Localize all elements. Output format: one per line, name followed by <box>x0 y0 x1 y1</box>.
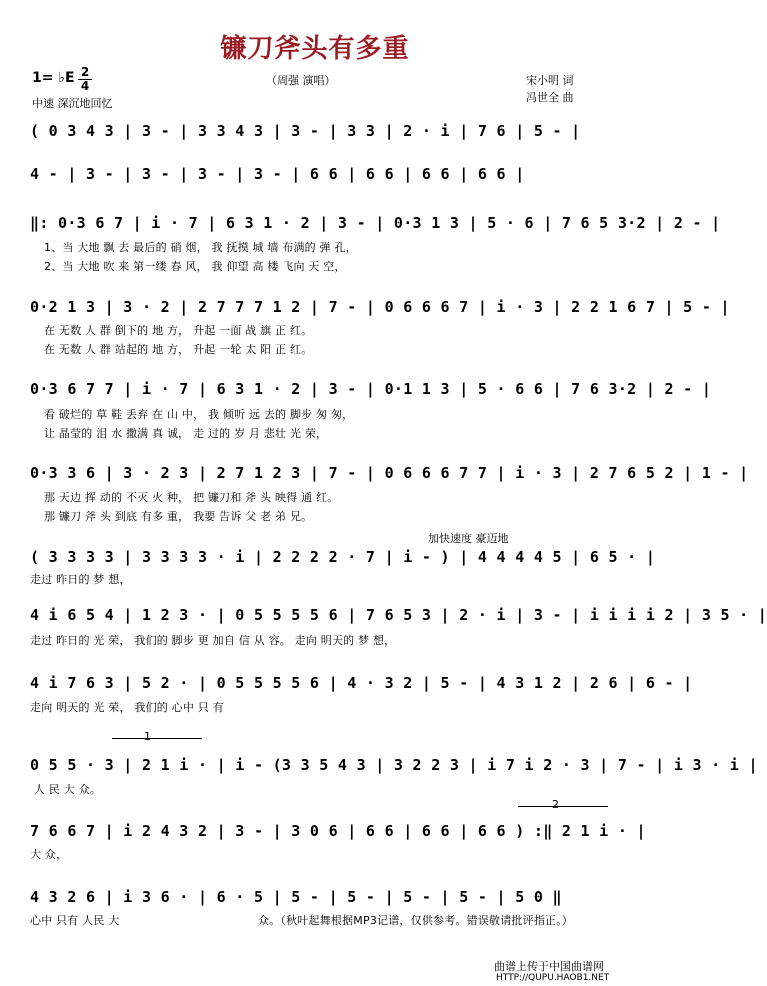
tempo-marking: 中速 深沉地回忆 <box>32 97 113 110</box>
score-line-12: 4 3 2 6 | i 3 6 · | 6 · 5 | 5 - | 5 - | 5 - | 5 - | 5 0 ‖ <box>30 888 562 906</box>
key-signature: 1= ♭E <box>32 70 75 86</box>
lyric-line-7: 走过 昨日的 梦 想， <box>30 573 131 586</box>
lyric-line-5a: 看 破烂的 草 鞋 丢弃 在 山 中， 我 倾听 远 去的 脚步 匆 匆， <box>44 408 354 421</box>
footer-source: 曲谱上传于中国曲谱网 <box>494 960 604 973</box>
score-line-2: 4 - | 3 - | 3 - | 3 - | 3 - | 6 6 | 6 6 | 6 6 | 6 6 | <box>30 165 525 183</box>
lyric-line-3a: 1、当 大地 飘 去 最后的 硝 烟， 我 抚摸 城 墙 布满的 弹 孔， <box>44 241 357 254</box>
time-signature <box>78 66 92 92</box>
lyricist-credit: 宋小明 词 <box>526 74 574 87</box>
score-line-7: ( 3 3 3 3 | 3 3 3 3 · i | 2 2 2 2 · 7 | i - ) | 4 4 4 4 5 | 6 5 · | <box>30 548 656 566</box>
lyric-line-11: 大 众， <box>30 848 68 861</box>
lyric-line-4a: 在 无数 人 群 倒下的 地 方， 升起 一面 战 旗 正 红。 <box>44 324 313 337</box>
score-line-6: 0·3 3 6 | 3 · 2 3 | 2 7 1 2 3 | 7 - | 0 6 6 6 7 7 | i · 3 | 2 7 6 5 2 | 1 - | <box>30 464 749 482</box>
score-line-5: 0·3 6 7 7 | i · 7 | 6 3 1 · 2 | 3 - | 0·1 1 3 | 5 · 6 6 | 7 6 3·2 | 2 - | <box>30 380 712 398</box>
score-line-11: 7 6 6 7 | i 2 4 3 2 | 3 - | 3 0 6 | 6 6 | 6 6 | 6 6 ) :‖ 2 1 i · | <box>30 822 646 840</box>
song-title: 镰刀斧头有多重 <box>220 34 410 64</box>
score-line-4: 0·2 1 3 | 3 · 2 | 2 7 7 7 1 2 | 7 - | 0 6 6 6 7 | i · 3 | 2 2 1 6 7 | 5 - | <box>30 298 730 316</box>
tempo-change-marking: 加快速度 豪迈地 <box>428 532 509 545</box>
lyric-line-4b: 在 无数 人 群 站起的 地 方， 升起 一轮 太 阳 正 红。 <box>44 343 313 356</box>
lyric-line-10: 人 民 大 众。 <box>34 783 102 796</box>
score-line-9: 4 i 7 6 3 | 5 2 · | 0 5 5 5 5 6 | 4 · 3 2 | 5 - | 4 3 1 2 | 2 6 | 6 - | <box>30 674 693 692</box>
singer-credit: （周强 演唱） <box>266 74 336 87</box>
volta-2: 2 <box>552 798 559 811</box>
composer-credit: 冯世全 曲 <box>526 91 574 104</box>
lyric-line-8: 走过 昨日的 光 荣， 我们的 脚步 更 加自 信 从 容。 走向 明天的 梦 想， <box>30 634 396 647</box>
time-denominator: 4 <box>78 79 92 92</box>
score-line-3: ‖: 0·3 6 7 | i · 7 | 6 3 1 · 2 | 3 - | 0·3 1 3 | 5 · 6 | 7 6 5 3·2 | 2 - | <box>30 214 721 232</box>
lyric-line-6b: 那 镰刀 斧 头 到底 有多 重， 我要 告诉 父 老 弟 兄。 <box>44 510 313 523</box>
lyric-line-12b: 众。（秋叶起舞根据MP3记谱，仅供参考。错误敬请批评指正。） <box>258 914 574 927</box>
lyric-line-5b: 让 晶莹的 泪 水 撒满 真 诚， 走 过的 岁 月 悲壮 光 荣， <box>44 427 328 440</box>
lyric-line-3b: 2、当 大地 吹 来 第一缕 春 风， 我 仰望 高 楼 飞向 天 空， <box>44 260 346 273</box>
lyric-line-12a: 心中 只有 人民 大 <box>30 914 120 927</box>
time-numerator: 2 <box>80 65 90 79</box>
volta-1: 1 <box>144 730 151 743</box>
lyric-line-9: 走向 明天的 光 荣， 我们的 心中 只 有 <box>30 701 224 714</box>
lyric-line-6a: 那 天边 挥 动的 不灭 火 种， 把 镰刀和 斧 头 映得 通 红。 <box>44 491 339 504</box>
footer-url: HTTP://QUPU.HAOB1.NET <box>496 973 610 983</box>
score-line-1: ( 0 3 4 3 | 3 - | 3 3 4 3 | 3 - | 3 3 | 2 · i | 7 6 | 5 - | <box>30 122 581 140</box>
score-line-8: 4 i 6 5 4 | 1 2 3 · | 0 5 5 5 5 6 | 7 6 5 3 | 2 · i | 3 - | i i i i 2 | 3 5 · | <box>30 606 767 624</box>
score-line-10: 0 5 5 · 3 | 2 1 i · | i - (3 3 5 4 3 | 3 2 2 3 | i 7 i 2 · 3 | 7 - | i 3 · i | <box>30 756 758 774</box>
